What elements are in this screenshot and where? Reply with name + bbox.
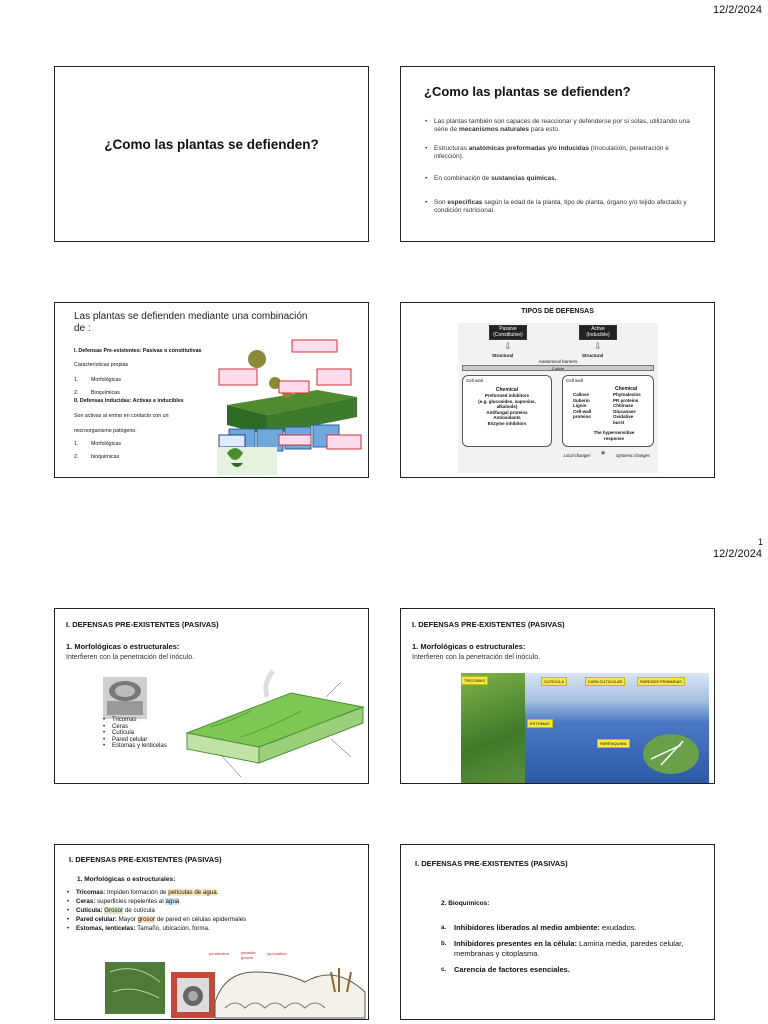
structural-item: Callose (573, 392, 590, 397)
list-text: Bioquímicas (91, 390, 120, 396)
label-parenquima: PARÉNQUIMA (597, 739, 630, 748)
pathogen-infection-illustration (105, 962, 367, 1020)
slide-6 (400, 608, 715, 784)
slide-title: I. DEFENSAS PRE-EXISTENTES (PASIVAS) (415, 859, 568, 868)
biochemical-list (441, 923, 701, 980)
chemical-heading: Chemical (495, 387, 519, 393)
label-tricomas: TRICOMAS (461, 676, 488, 685)
chemical-item: alkaloids) (496, 404, 518, 409)
bold-text: mecanismos naturales (458, 126, 530, 133)
structural-label: Structural (492, 353, 514, 358)
chemical-item: Phytoalexins (613, 392, 641, 397)
structure-item (67, 925, 267, 933)
list-item (74, 438, 121, 451)
chemical-item: (e.g. glucosides, saponins, (478, 398, 536, 404)
bullet-item: • Las plantas también son capaces de reaccionar y defenderse por sí solas, utilizando una serie de mecanismos naturales para esto. (425, 118, 695, 134)
item-label: Pared celular: (76, 916, 117, 923)
item-text: de pared en células epidermales (155, 916, 247, 923)
structural-item: Cell-wall (573, 408, 592, 414)
item-letter: c. (441, 966, 447, 973)
chemical-heading: Chemical (615, 386, 638, 392)
structure-item: • Pared celular (103, 737, 167, 744)
chemical-item: Antifungal proteins (486, 409, 528, 415)
star-icon: ★ (600, 450, 607, 457)
bold-text: sustancias químicas. (491, 175, 557, 182)
text: microorganismo patógeno. (74, 428, 137, 434)
slide-1 (54, 66, 369, 242)
chemical-item: PR proteins (613, 397, 639, 403)
list-number: 1. (74, 441, 79, 447)
bullet-item: • Estructuras anatómicas preformadas y/o inducidas (Inoculación, penetración e infección). (425, 145, 695, 161)
structure-item: • Estomas y lenticelas (103, 743, 167, 750)
arrow-down-icon: ⇩ (504, 341, 512, 351)
highlighted-text: películas de agua (168, 889, 217, 896)
structure-item (67, 907, 267, 915)
structure-item: • Ceras (103, 724, 167, 731)
item-text: Lamina media, paredes celular, membranas y citoplasma. (454, 938, 684, 958)
passive-panel (462, 375, 552, 447)
label-cuticula: CUTÍCULA (541, 677, 567, 686)
bullet-item: • En combinación de sustancias químicas. (425, 175, 695, 183)
slide-8 (400, 844, 715, 1020)
highlighted-text: grosor (137, 916, 156, 923)
biochemical-item (441, 965, 701, 976)
local-changes-label: Local changes (563, 453, 591, 458)
slide-title: Las plantas se defienden mediante una combinación de : (74, 311, 308, 334)
item-heading: Inhibidores liberados al medio ambiente: (454, 923, 600, 932)
item-label: Estomas, lenticelas: (76, 925, 136, 932)
bold-text: especificas (447, 199, 483, 206)
label-estomas: ESTOMAS (527, 719, 553, 728)
slide-5 (54, 608, 369, 784)
item-letter: a. (441, 925, 447, 931)
page-date: 12/2/2024 (713, 4, 762, 16)
anatomical-barriers-label: Anatomical barriers (538, 359, 578, 364)
systemic-changes-label: Systemic changes (616, 453, 650, 458)
leaf-cross-section-illustration (181, 667, 367, 781)
slide-title: I. DEFENSAS PRE-EXISTENTES (PASIVAS) (66, 620, 219, 629)
structural-list (573, 392, 591, 420)
section-heading: 2. Bioquímicos: (441, 900, 490, 907)
structural-item: Lignin (573, 403, 587, 408)
cell-wall-label: Cell wall (466, 378, 483, 383)
passive-label: Passive (Constitutive) (493, 326, 523, 338)
intro-text: Interfieren con la penetración del inóculo. (66, 654, 195, 661)
item-heading: Inhibidores presentes en la célula: (454, 938, 577, 948)
list-text: Morfológicas (91, 441, 122, 447)
item-label: Cutícula: (76, 907, 103, 914)
diagram-label-penetration: penetration (209, 951, 230, 956)
list-text: Morfológicas (91, 377, 122, 383)
active-label: Active (Inducible) (586, 326, 610, 338)
chemical-item: Chitinase (613, 403, 634, 408)
bullet-item: • Son especificas según la edad de la planta, tipo de planta, órgano y/o tejido afectado y condición nutricional. (425, 199, 695, 215)
chemical-item: Glucanase (613, 408, 636, 414)
bullet-list (425, 118, 695, 231)
list-number: 2. (74, 390, 79, 396)
highlighted-text: Grosor (104, 907, 124, 914)
structure-item (67, 916, 267, 924)
slide-title: ¿Como las plantas se defienden? (104, 137, 319, 152)
active-box (579, 325, 617, 340)
highlighted-text: agua (165, 898, 180, 905)
text: Son activas al entrar en contacto con un (74, 413, 169, 419)
chemical-item: burst (613, 419, 625, 425)
list-item (74, 451, 121, 464)
label-capa-cuticular: CAPA CUTICULAR (585, 677, 625, 686)
structure-list (67, 889, 267, 934)
hypersensitive-response-label: The hypersensitive response (593, 430, 635, 441)
chemical-list (613, 392, 641, 425)
item-text: Impiden formación de (105, 889, 169, 896)
arrow-down-icon: ⇩ (594, 341, 602, 351)
diagram-label-sporulation: sporulation (267, 951, 287, 956)
slide-2 (400, 66, 715, 242)
item-label: Tricomas: (76, 889, 106, 896)
subtitle: 1. Morfológicas o estructurales: (412, 642, 526, 651)
item-heading: Carencia de factores esenciales. (454, 964, 570, 974)
section-heading: I. Defensas Pre-existentes: Pasivas o constitutivas (74, 348, 202, 354)
list-number: 2. (74, 454, 79, 460)
diagram-label-growth: parasitic growth (241, 950, 256, 960)
subheading: Características propias (74, 362, 129, 368)
chemical-item: Antioxidants (493, 415, 521, 420)
list (74, 438, 121, 464)
structural-label: Structural (582, 353, 604, 358)
trichome-photo (461, 673, 525, 783)
item-text: exudados. (599, 923, 637, 932)
item-text: . (216, 889, 219, 896)
structure-item: • Tricomas (103, 717, 167, 724)
subtitle: 1. Morfológicas o estructurales: (77, 876, 176, 883)
slide-3 (54, 302, 369, 478)
biochemical-item (441, 939, 701, 960)
item-letter: b. (441, 940, 447, 947)
chemical-item: Oxidative (613, 414, 634, 419)
slide-7 (54, 844, 369, 1020)
biochemical-item (441, 923, 701, 934)
structure-item: • Cutícula (103, 730, 167, 737)
item-text: de cutícula (123, 907, 155, 914)
chemical-list (463, 393, 551, 426)
structural-item: proteins (573, 414, 591, 419)
slide-4 (400, 302, 715, 478)
active-panel (562, 375, 654, 447)
structure-list (103, 717, 167, 750)
slide-title: I. DEFENSAS PRE-EXISTENTES (PASIVAS) (69, 855, 222, 864)
slide-title: I. DEFENSAS PRE-EXISTENTES (PASIVAS) (412, 620, 565, 629)
slide-title: TIPOS DE DEFENSAS (521, 308, 594, 315)
list-item (74, 374, 121, 387)
list-text: bioquímicas (91, 454, 120, 460)
section-heading: II. Defensas Inducidas: Activas e inducibles (74, 398, 184, 404)
item-text: superficies repelentes al (95, 898, 166, 905)
page-date: 12/2/2024 (713, 548, 762, 560)
cuticle-bar (462, 365, 654, 371)
bold-text: anatómicas preformadas y/o inducidas (468, 145, 589, 152)
structural-item: Suberin (573, 397, 590, 403)
chemical-item: Enzyme inhibitors (487, 420, 527, 426)
slide-title: ¿Como las plantas se defienden? (424, 84, 631, 99)
leaf-structure-illustration (217, 335, 367, 475)
structure-item (67, 889, 267, 897)
structure-item (67, 898, 267, 906)
defense-diagram (458, 323, 658, 473)
cell-wall-label: Cell wall (566, 378, 583, 383)
label-paredes-primarias: PAREDES PRIMARIAS (637, 677, 685, 686)
passive-box (489, 325, 527, 340)
item-text: Mayor (116, 916, 138, 923)
intro-text: Interfieren con la penetración del inóculo. (412, 654, 541, 661)
list (74, 374, 121, 400)
cuticle-label: Cuticle (551, 366, 565, 371)
subtitle: 1. Morfológicas o estructurales: (66, 642, 180, 651)
item-text: Tamaño, ubicación, forma. (135, 925, 210, 932)
page-number: 1 (758, 537, 764, 547)
list-number: 1. (74, 377, 79, 383)
trichome-micrograph (103, 677, 147, 719)
chemical-item: Preformed inhibitors (484, 393, 530, 398)
leaf-surface-illustration (641, 729, 701, 779)
item-label: Ceras: (76, 898, 96, 905)
